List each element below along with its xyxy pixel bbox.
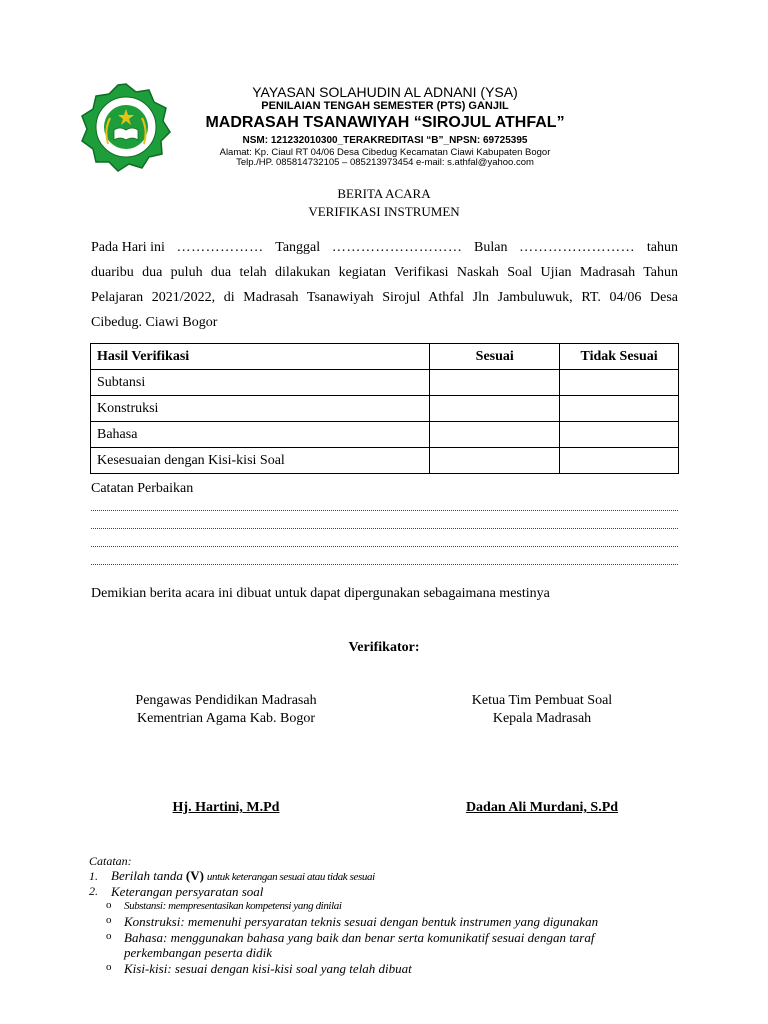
note-1: [111, 868, 375, 885]
table-row: [91, 448, 679, 474]
left-title-1: Pengawas Pendidikan Madrasah: [135, 693, 317, 708]
intro-line-4: Cibedug. Ciawi Bogor: [91, 315, 218, 330]
note-line[interactable]: [91, 563, 678, 565]
bulan-blank: ……………………: [519, 240, 636, 255]
signatory-right: [412, 692, 672, 728]
bulan-label: Bulan: [474, 240, 508, 255]
foundation-name: YAYASAN SOLAHUDIN AL ADNANI (YSA): [252, 84, 518, 100]
hari-blank: ………………: [176, 240, 264, 255]
sesuai-cell[interactable]: [430, 370, 560, 396]
table-row: [91, 370, 679, 396]
bullet-icon: o: [106, 930, 112, 942]
note-1-number: 1.: [89, 869, 98, 883]
note-sub-3: Bahasa: menggunakan bahasa yang baik dan benar serta komunikatif sesuai dengan taraf: [124, 930, 595, 945]
tahun-label: tahun: [646, 240, 678, 255]
right-signatory-name: Dadan Ali Murdani, S.Pd: [465, 800, 619, 815]
note-line[interactable]: [91, 509, 678, 511]
right-title-2: Kepala Madrasah: [492, 711, 592, 726]
note-sub-1: Substansi: mempresentasikan kompetensi yang dinilai: [124, 900, 342, 912]
note-line[interactable]: [91, 545, 678, 547]
note-sub-3-cont: perkembangan peserta didik: [124, 945, 273, 960]
left-title-2: Kementrian Agama Kab. Bogor: [136, 711, 316, 726]
school-name: MADRASAH TSANAWIYAH “SIROJUL ATHFAL”: [205, 114, 565, 131]
intro-line-3: Pelajaran 2021/2022, di Madrasah Tsanawiyah Sirojul Athfal Jln Jambuluwuk, RT. 04/06 Desa: [91, 290, 678, 305]
right-title-1: Ketua Tim Pembuat Soal: [471, 693, 613, 708]
tidak-sesuai-cell[interactable]: [560, 370, 679, 396]
tanggal-blank: ………………………: [331, 240, 463, 255]
tidak-sesuai-cell[interactable]: [560, 422, 679, 448]
header-hasil: Hasil Verifikasi: [91, 344, 430, 370]
tidak-sesuai-cell[interactable]: [560, 448, 679, 474]
bullet-icon: o: [106, 961, 112, 973]
header-tidak-sesuai: Tidak Sesuai: [560, 344, 679, 370]
notes-heading: Catatan:: [89, 854, 132, 868]
sesuai-cell[interactable]: [430, 448, 560, 474]
note-1-rest: untuk keterangan sesuai atau tidak sesuai: [206, 871, 375, 883]
sesuai-cell[interactable]: [430, 396, 560, 422]
school-contact: Telp./HP. 085814732105 – 085213973454 e-mail: s.athfal@yahoo.com: [236, 157, 534, 168]
table-row: [91, 422, 679, 448]
table-row: [91, 396, 679, 422]
verifikator-label: Verifikator:: [348, 640, 420, 655]
note-1-mark: (V): [185, 868, 204, 883]
header-sesuai: Sesuai: [430, 344, 560, 370]
catatan-perbaikan-label: Catatan Perbaikan: [91, 481, 194, 496]
sesuai-cell[interactable]: [430, 422, 560, 448]
intro-line-1: [91, 235, 678, 260]
note-sub-2: Konstruksi: memenuhi persyaratan teknis sesuai dengan bentuk instrumen yang digunakan: [124, 914, 599, 929]
note-line[interactable]: [91, 527, 678, 529]
signatory-left: [96, 692, 356, 728]
tidak-sesuai-cell[interactable]: [560, 396, 679, 422]
row-label: Kesesuaian dengan Kisi-kisi Soal: [91, 448, 430, 474]
table-header-row: [91, 344, 679, 370]
bullet-icon: o: [106, 899, 112, 911]
logo-book: [114, 128, 138, 140]
note-2-text: Keterangan persyaratan soal: [111, 884, 264, 899]
left-signatory-name: Hj. Hartini, M.Pd: [172, 800, 280, 815]
tanggal-label: Tanggal: [275, 240, 321, 255]
row-label: Konstruksi: [91, 396, 430, 422]
note-2-number: 2.: [89, 884, 98, 898]
exam-name: PENILAIAN TENGAH SEMESTER (PTS) GANJIL: [261, 100, 509, 112]
doc-subtitle: VERIFIKASI INSTRUMEN: [308, 204, 460, 219]
doc-title: BERITA ACARA: [337, 186, 431, 201]
closing-statement: Demikian berita acara ini dibuat untuk dapat dipergunakan sebagaimana mestinya: [91, 586, 550, 601]
school-address: Alamat: Kp. Ciaul RT 04/06 Desa Cibedug Kecamatan Ciawi Kabupaten Bogor: [219, 147, 551, 158]
hari-label: Pada Hari ini: [91, 240, 165, 255]
school-ids: NSM: 121232010300_TERAKREDITASI “B”_NPSN: 69725395: [242, 135, 528, 146]
note-1-text: Berilah tanda: [111, 868, 183, 883]
verification-table: [90, 343, 679, 474]
bullet-icon: o: [106, 914, 112, 926]
note-sub-4: Kisi-kisi: sesuai dengan kisi-kisi soal yang telah dibuat: [124, 961, 412, 976]
row-label: Subtansi: [91, 370, 430, 396]
intro-line-2: duaribu dua puluh dua telah dilakukan kegiatan Verifikasi Naskah Soal Ujian Madrasah Tahun: [91, 265, 678, 280]
row-label: Bahasa: [91, 422, 430, 448]
